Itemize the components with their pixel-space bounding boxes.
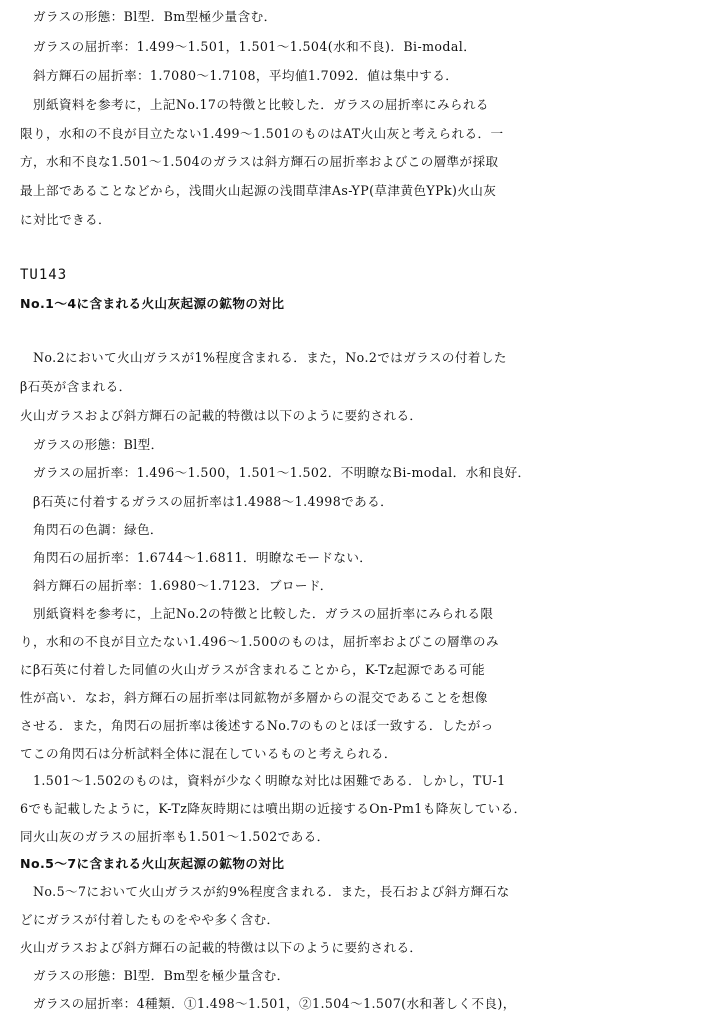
text-line: ガラスの形態：Bl型． <box>20 437 164 452</box>
section-heading: No.1～4に含まれる火山灰起源の鉱物の対比 <box>20 296 285 311</box>
text-line: どにガラスが付着したものをやや多く含む． <box>20 912 280 927</box>
text-line: β石英に付着するガラスの屈折率は1.4988～1.4998である． <box>20 494 394 509</box>
text-line: 6でも記載したように，K-Tz降灰時期には噴出期の近接するOn-Pm1も降灰している． <box>20 801 527 816</box>
text-line: させる．また，角閃石の屈折率は後述するNo.7のものとほぼ一致する．したがっ <box>20 718 494 733</box>
text-line: 火山ガラスおよび斜方輝石の記載的特徴は以下のように要約される． <box>20 940 423 955</box>
section-heading: No.5～7に含まれる火山灰起源の鉱物の対比 <box>20 856 285 871</box>
text-line: No.2において火山ガラスが1%程度含まれる．また，No.2ではガラスの付着した <box>20 350 507 365</box>
text-line: 火山ガラスおよび斜方輝石の記載的特徴は以下のように要約される． <box>20 408 423 423</box>
text-line: 最上部であることなどから，浅間火山起源の浅間草津As-YP(草津黄色YPk)火山灰 <box>20 183 497 198</box>
text-line: てこの角閃石は分析試料全体に混在しているものと考えられる． <box>20 746 397 761</box>
text-line: ガラスの形態：Bl型．Bm型を極少量含む． <box>20 968 290 983</box>
text-line: 斜方輝石の屈折率：1.6980～1.7123．ブロード． <box>20 578 333 593</box>
text-line: 性が高い．なお，斜方輝石の屈折率は同鉱物が多層からの混交であることを想像 <box>20 690 488 705</box>
text-line: 角閃石の屈折率：1.6744～1.6811．明瞭なモードない． <box>20 550 373 565</box>
text-line: β石英が含まれる． <box>20 379 132 394</box>
text-line: No.5～7において火山ガラスが約9%程度含まれる．また，長石および斜方輝石な <box>20 884 510 899</box>
text-line: 別紙資料を参考に，上記No.17の特徴と比較した．ガラスの屈折率にみられる <box>20 97 489 112</box>
text-line: 別紙資料を参考に，上記No.2の特徴と比較した．ガラスの屈折率にみられる限 <box>20 606 494 621</box>
text-line: 斜方輝石の屈折率：1.7080～1.7108，平均値1.7092．値は集中する． <box>20 68 459 83</box>
text-line: 方，水和不良な1.501～1.504のガラスは斜方輝石の屈折率およびこの層準が採取 <box>20 154 499 169</box>
text-line: 同火山灰のガラスの屈折率も1.501～1.502である． <box>20 829 330 844</box>
text-line: 限り，水和の不良が目立たない1.499～1.501のものはAT火山灰と考えられる．一 <box>20 126 504 141</box>
text-line: にβ石英に付着した同値の火山ガラスが含まれることから，K-Tz起源である可能 <box>20 662 486 677</box>
text-line: り，水和の不良が目立たない1.496～1.500のものは，屈折率およびこの層準のみ <box>20 634 499 649</box>
text-line: に対比できる． <box>20 212 111 227</box>
text-line: ガラスの形態：Bl型．Bm型極少量含む． <box>20 9 277 24</box>
section-title: TU143 <box>20 267 68 283</box>
text-line: 1.501～1.502のものは，資料が少なく明瞭な対比は困難である．しかし，TU-1 <box>20 773 506 788</box>
text-line: ガラスの屈折率：4種類．①1.498～1.501，②1.504～1.507(水和著しく不良)， <box>20 996 516 1011</box>
text-line: 角閃石の色調：緑色． <box>20 522 163 537</box>
text-line: ガラスの屈折率：1.496～1.500，1.501～1.502．不明瞭なBi-modal．水和良好． <box>20 465 531 480</box>
text-line: ガラスの屈折率：1.499～1.501，1.501～1.504(水和不良)．Bi-modal． <box>20 39 477 54</box>
